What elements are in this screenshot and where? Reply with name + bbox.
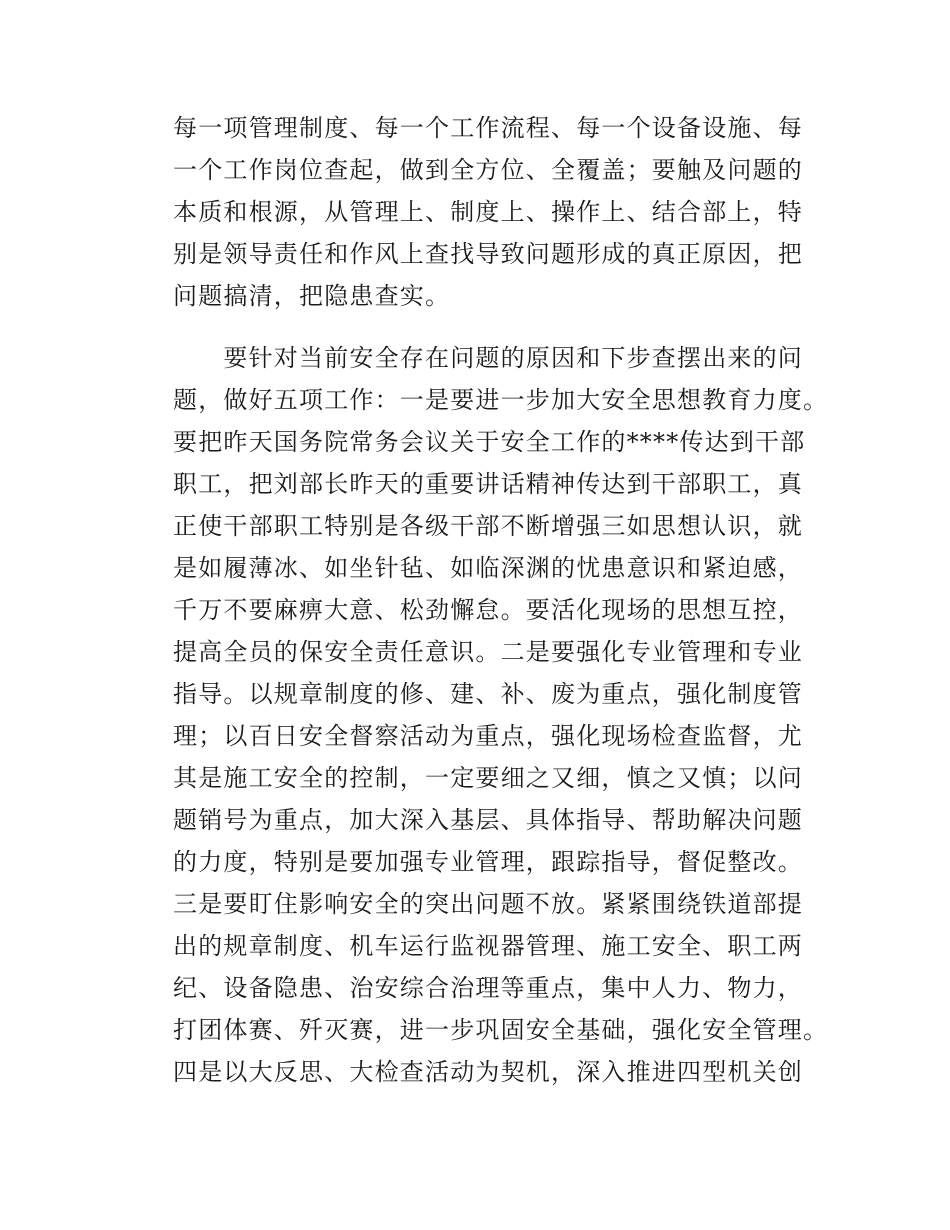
text-line: 职工，把刘部长昨天的重要讲话精神传达到干部职工，真 xyxy=(173,470,803,498)
text-line: 四是以大反思、大检查活动为契机，深入推进四型机关创 xyxy=(173,1058,803,1086)
text-line: 纪、设备隐患、治安综合治理等重点，集中人力、物力， xyxy=(173,974,803,1002)
text-line: 的力度，特别是要加强专业管理，跟踪指导，督促整改。 xyxy=(173,848,803,876)
text-line: 别是领导责任和作风上查找导致问题形成的真正原因，把 xyxy=(173,240,803,268)
text-line: 每一项管理制度、每一个工作流程、每一个设备设施、每 xyxy=(173,114,803,142)
text-line: 本质和根源，从管理上、制度上、操作上、结合部上，特 xyxy=(173,198,803,226)
text-line: 要把昨天国务院常务会议关于安全工作的****传达到干部 xyxy=(173,428,806,456)
paragraph-1 xyxy=(173,107,813,317)
text-line: 题销号为重点，加大深入基层、具体指导、帮助解决问题 xyxy=(173,806,803,834)
text-line: 三是要盯住影响安全的突出问题不放。紧紧围绕铁道部提 xyxy=(173,890,803,918)
text-line: 千万不要麻痹大意、松劲懈怠。要活化现场的思想互控， xyxy=(173,596,803,624)
paragraph-2 xyxy=(173,337,829,1093)
text-line: 一个工作岗位查起，做到全方位、全覆盖；要触及问题的 xyxy=(173,156,803,184)
text-line: 指导。以规章制度的修、建、补、废为重点，强化制度管 xyxy=(173,680,803,708)
text-line: 理；以百日安全督察活动为重点，强化现场检查监督，尤 xyxy=(173,722,803,750)
text-line: 是如履薄冰、如坐针毡、如临深渊的忧患意识和紧迫感， xyxy=(173,554,803,582)
text-line: 问题搞清，把隐患查实。 xyxy=(173,282,451,310)
text-line: 题，做好五项工作：一是要进一步加大安全思想教育力度。 xyxy=(173,386,829,414)
text-line: 打团体赛、歼灭赛，进一步巩固安全基础，强化安全管理。 xyxy=(173,1016,829,1044)
text-line: 正使干部职工特别是各级干部不断增强三如思想认识，就 xyxy=(173,512,803,540)
text-line: 提高全员的保安全责任意识。二是要强化专业管理和专业 xyxy=(173,638,803,666)
text-line: 要针对当前安全存在问题的原因和下步查摆出来的问 xyxy=(173,344,803,372)
text-line: 出的规章制度、机车运行监视器管理、施工安全、职工两 xyxy=(173,932,803,960)
text-line: 其是施工安全的控制，一定要细之又细，慎之又慎；以问 xyxy=(173,764,803,792)
